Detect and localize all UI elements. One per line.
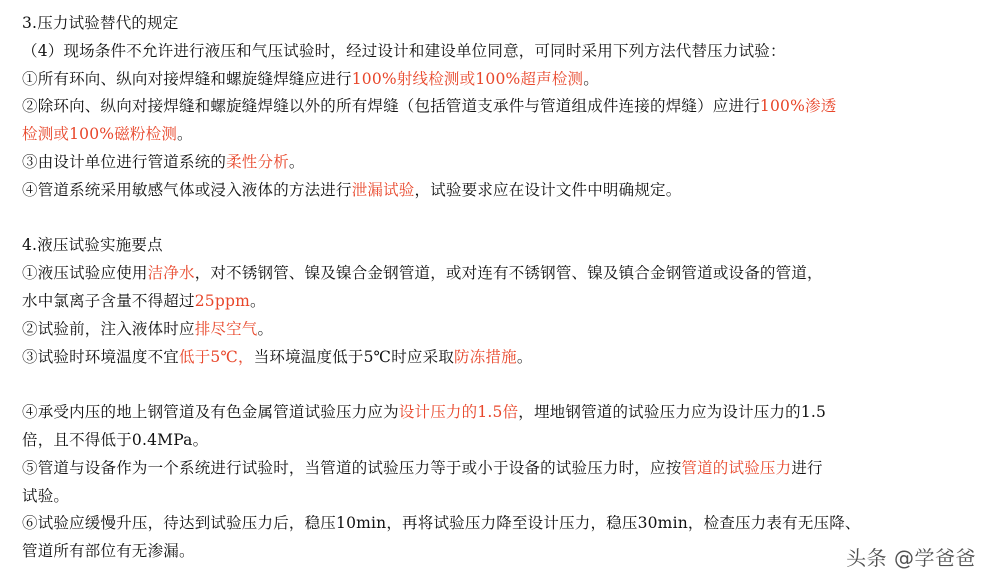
- section3-item4: ④管道系统采用敏感气体或浸入液体的方法进行泄漏试验，试验要求应在设计文件中明确规定。: [22, 180, 682, 199]
- section4-item6: ⑥试验应缓慢升压，待达到试验压力后，稳压10min，再将试验压力降至设计压力，稳压30min，检查压力表有无压降、: [22, 514, 861, 533]
- highlight-text: 排尽空气: [194, 319, 258, 338]
- section4-item3: ③试验时环境温度不宜低于5℃，当环境温度低于5℃时应采取防冻措施。: [22, 347, 533, 366]
- section4-item4-cont: 倍，且不得低于0.4MPa。: [22, 430, 209, 449]
- document-body: [22, 10, 984, 566]
- section4-item5-cont: 试验。: [22, 486, 70, 505]
- highlight-text: 洁净水: [147, 264, 195, 283]
- highlight-text: 100%渗透: [759, 97, 837, 116]
- watermark: 头条 @学爸爸: [846, 546, 976, 570]
- section3-item1: ①所有环向、纵向对接焊缝和螺旋缝焊缝应进行100%射线检测或100%超声检测。: [22, 69, 599, 88]
- highlight-text: 设计压力的1.5倍: [398, 403, 519, 422]
- section4-item5: ⑤管道与设备作为一个系统进行试验时，当管道的试验压力等于或小于设备的试验压力时，应按管道的试验压力进行: [22, 458, 823, 477]
- section3-intro: （4）现场条件不允许进行液压和气压试验时，经过设计和建设单位同意，可同时采用下列方法代替压力试验：: [22, 41, 786, 60]
- section3-item2-cont: 检测或100%磁粉检测。: [22, 125, 193, 144]
- section4-item2: ②试验前，注入液体时应排尽空气。: [22, 319, 274, 338]
- section4-item4: ④承受内压的地上钢管道及有色金属管道试验压力应为设计压力的1.5倍，埋地钢管道的试验压力应为设计压力的1.5: [22, 403, 827, 422]
- highlight-text: 25ppm: [194, 291, 250, 310]
- highlight-text: 防冻措施: [454, 347, 517, 366]
- highlight-text: 柔性分析: [226, 152, 289, 171]
- highlight-text: 低于5℃，: [179, 347, 254, 366]
- section4-heading: 4.液压试验实施要点: [22, 236, 163, 255]
- highlight-text: 检测或100%磁粉检测: [22, 125, 178, 144]
- spacer: [22, 205, 984, 233]
- section4-item6-cont: 管道所有部位有无渗漏。: [22, 542, 195, 561]
- section4-item1-cont: 水中氯离子含量不得超过25ppm。: [22, 291, 266, 310]
- highlight-text: 管道的试验压力: [681, 458, 792, 477]
- section3-item2: ②除环向、纵向对接焊缝和螺旋缝焊缝以外的所有焊缝（包括管道支承件与管道组成件连接的焊缝）应进行100%渗透: [22, 97, 837, 116]
- section3-heading: 3.压力试验替代的规定: [22, 14, 179, 32]
- section4-item1: ①液压试验应使用洁净水，对不锈钢管、镍及镍合金钢管道，或对连有不锈钢管、镍及镇合金钢管道或设备的管道，: [22, 264, 823, 283]
- section3-item3: ③由设计单位进行管道系统的柔性分析。: [22, 152, 305, 171]
- spacer: [22, 371, 984, 399]
- highlight-text: 100%射线检测或100%超声检测: [351, 69, 584, 88]
- highlight-text: 泄漏试验: [351, 180, 415, 199]
